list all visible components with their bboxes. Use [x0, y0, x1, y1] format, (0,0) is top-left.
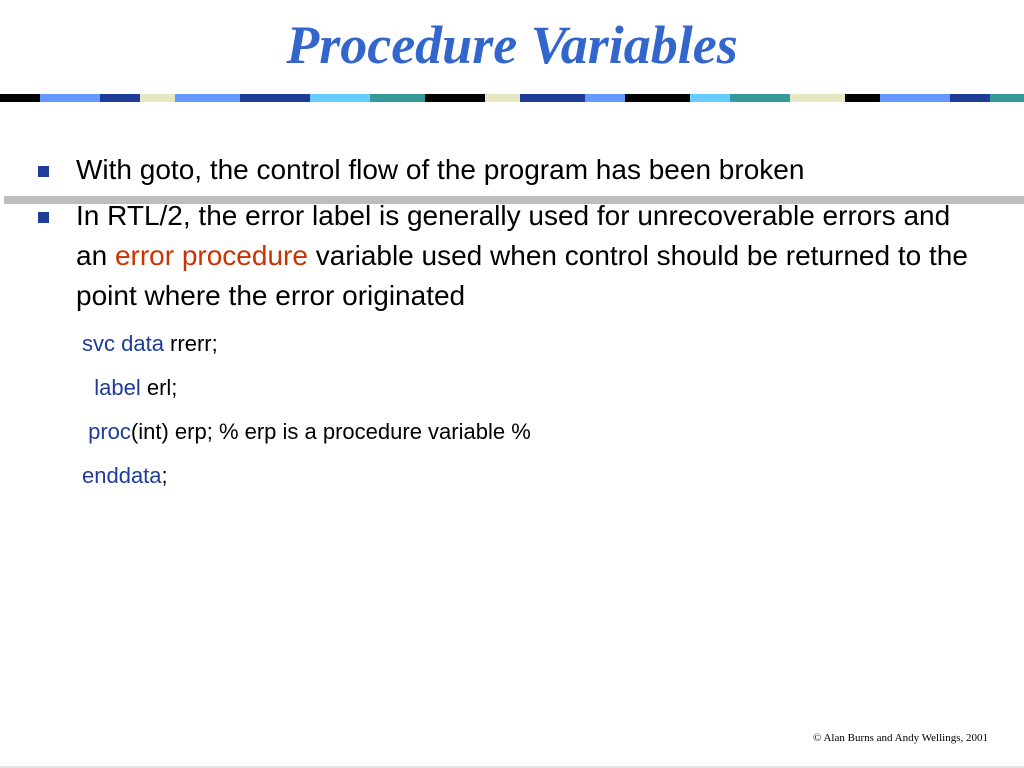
code-line [82, 322, 988, 366]
code-line [82, 410, 988, 454]
code-keyword: proc [88, 419, 131, 444]
code-keyword: label [94, 375, 141, 400]
code-keyword: svc data [82, 331, 164, 356]
code-keyword: enddata [82, 463, 162, 488]
code-line [82, 366, 988, 410]
square-bullet-icon [38, 166, 49, 177]
square-bullet-icon [38, 212, 49, 223]
copyright-footer: © Alan Burns and Andy Wellings, 2001 [812, 732, 988, 744]
code-rest: (int) erp; % erp is a procedure variable % [130, 419, 531, 444]
bullet-item-rtl2 [38, 196, 988, 316]
error-procedure-highlight: error procedure [114, 240, 308, 271]
code-rest: ; [161, 463, 168, 488]
bullet-item-goto [38, 150, 988, 190]
bullet-list [38, 150, 988, 498]
bullet-text: With goto, the control flow of the program has been broken [76, 154, 805, 185]
slide-title: Procedure Variables [286, 15, 738, 75]
bullet-text-end: variable used when control should be returned to the point where the error originated [76, 240, 968, 311]
title-divider-bar [0, 94, 1024, 108]
bullet-text-start: In RTL/2, the error label is generally used for unrecoverable errors and an [76, 200, 951, 271]
code-rest: rrerr; [163, 331, 218, 356]
code-block [82, 322, 988, 498]
code-line [82, 454, 988, 498]
code-rest: erl; [140, 375, 178, 400]
divider-segments [0, 94, 1024, 102]
